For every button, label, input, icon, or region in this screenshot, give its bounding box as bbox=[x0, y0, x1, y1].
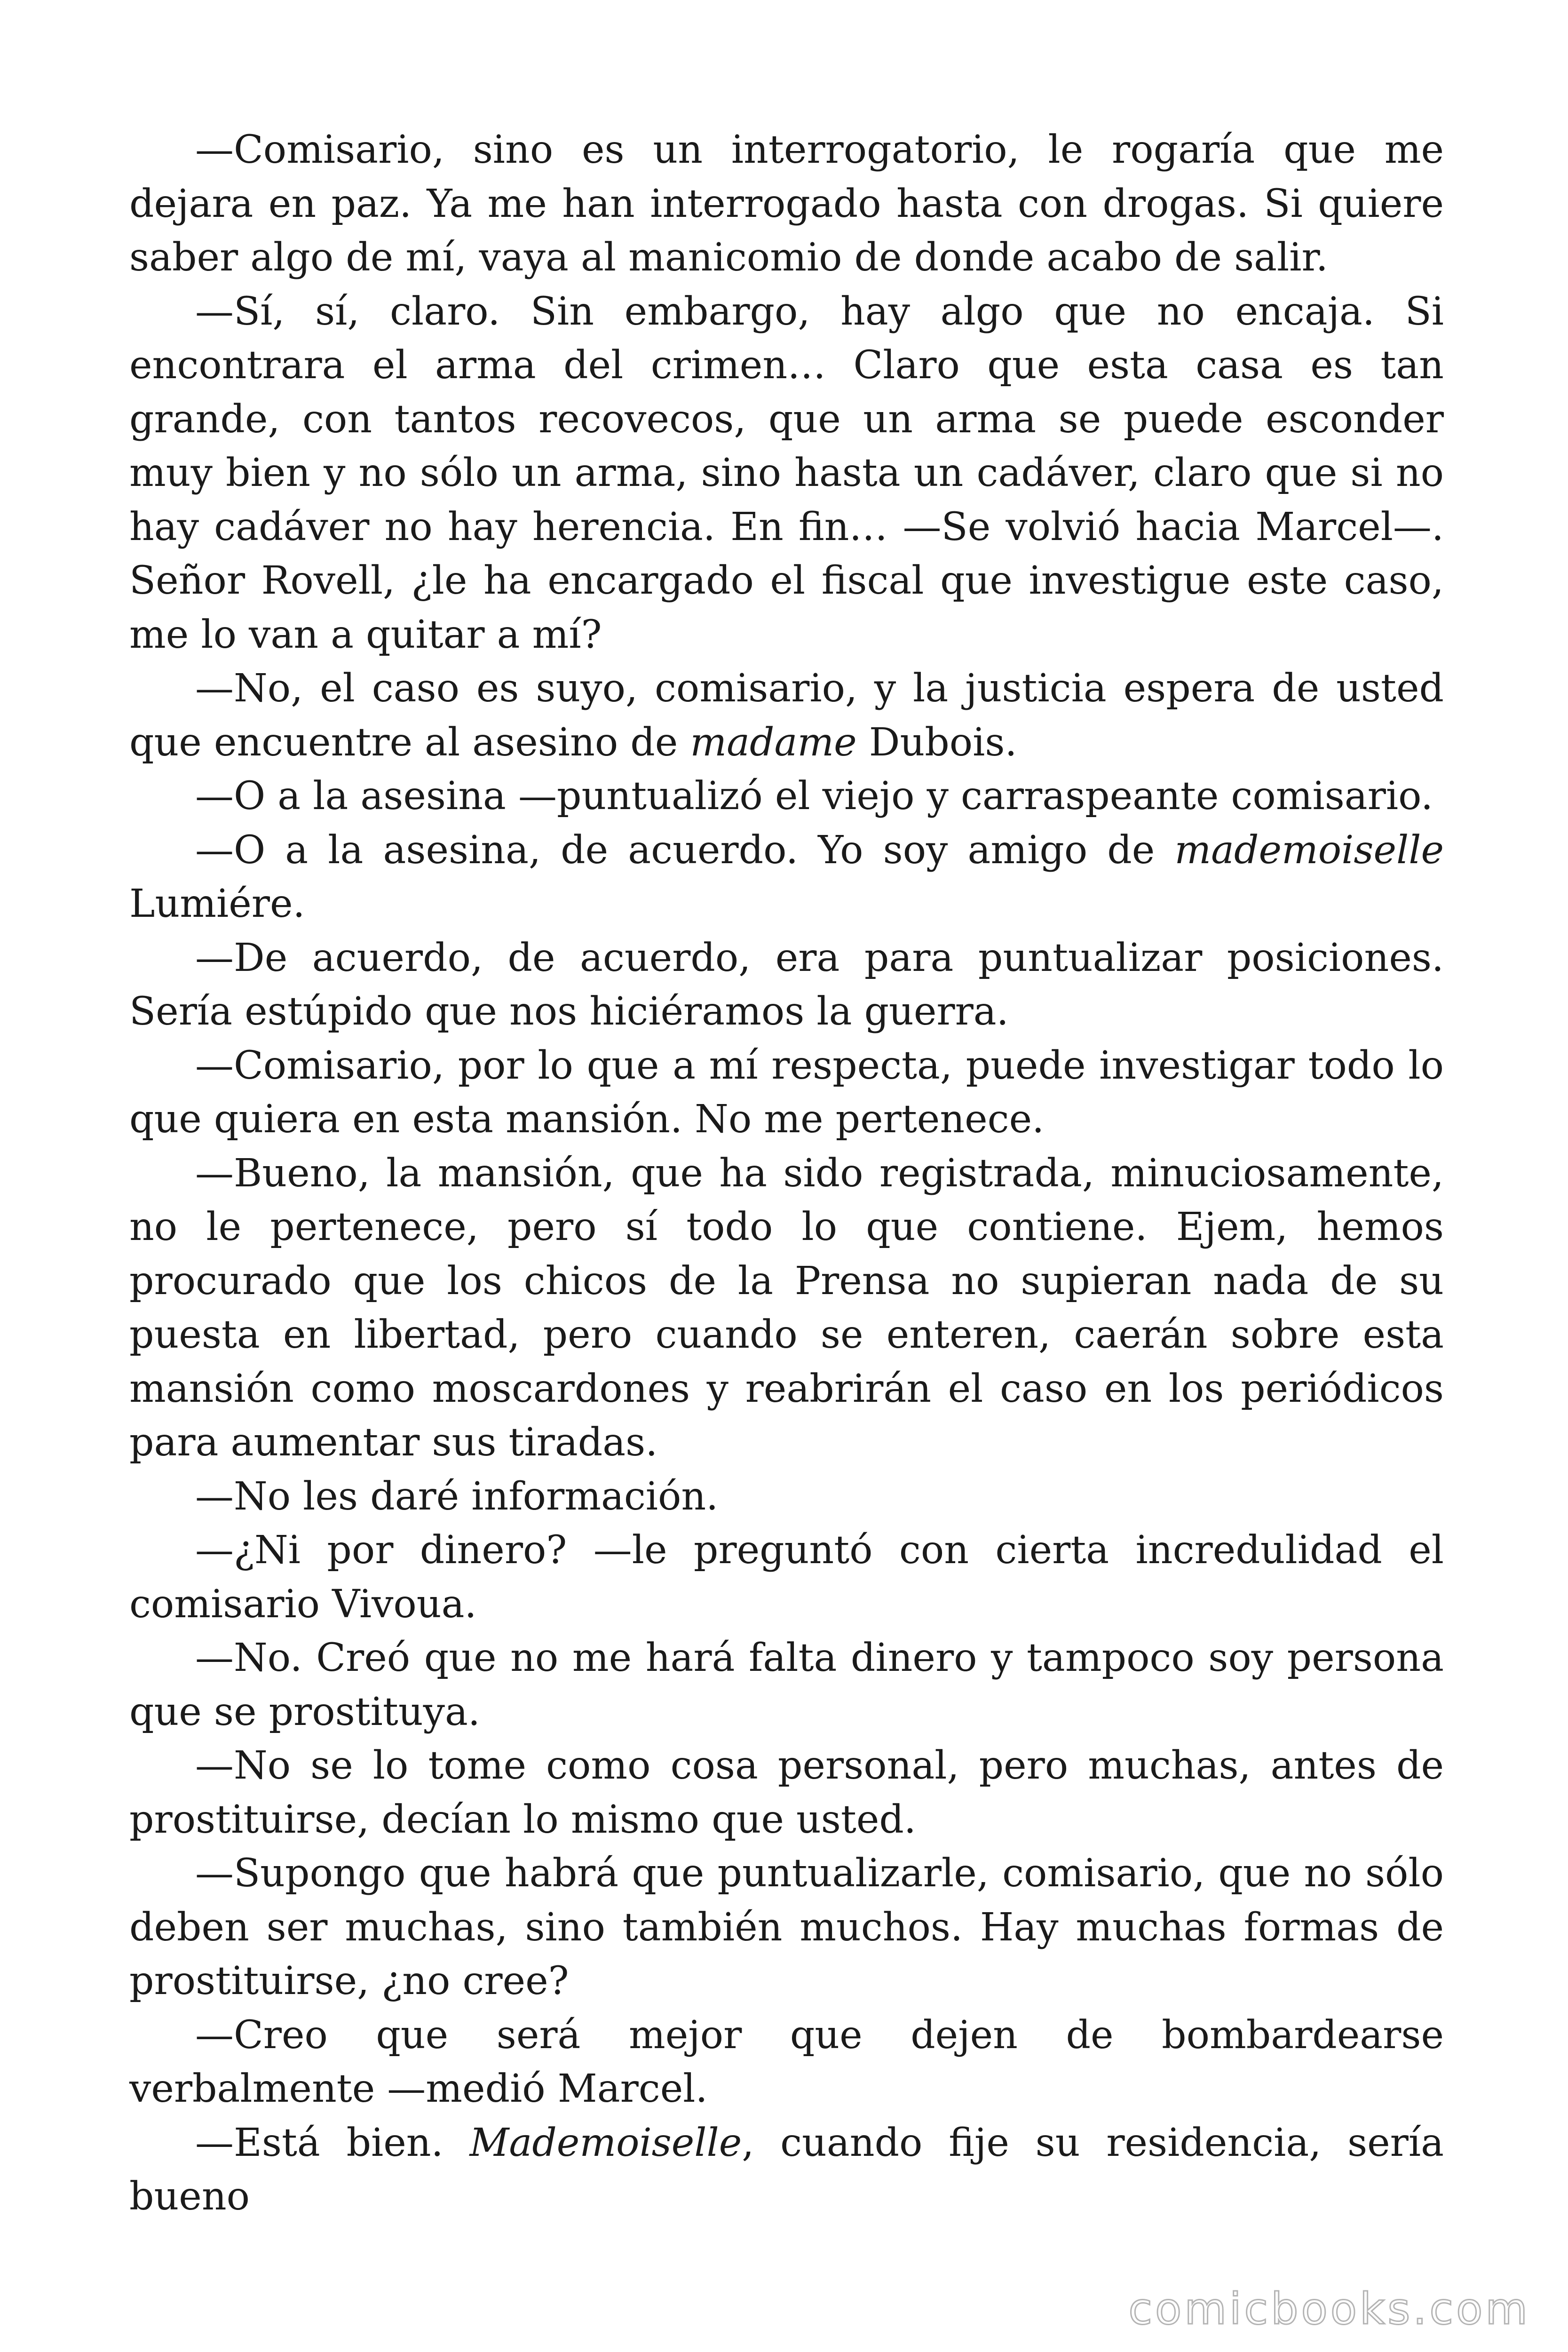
italic-text: Mademoiselle bbox=[469, 2120, 742, 2165]
paragraph bbox=[129, 1524, 1444, 1631]
text-run: —Comisario, por lo que a mí respecta, puede investigar todo lo que quiera en esta mansión. No me pertenece. bbox=[129, 1043, 1444, 1142]
paragraph bbox=[129, 1039, 1444, 1147]
paragraph bbox=[129, 285, 1444, 662]
paragraph bbox=[129, 123, 1444, 285]
text-run: —Supongo que habrá que puntualizarle, comisario, que no sólo deben ser muchas, sino también muchos. Hay muchas formas de prostituirse, ¿no cree? bbox=[129, 1851, 1444, 2003]
italic-text: mademoiselle bbox=[1174, 827, 1444, 873]
text-run: —Sí, sí, claro. Sin embargo, hay algo que no encaja. Si encontrara el arma del crimen… Claro que esta casa es tan grande, con tantos recovecos, que un arma se puede esconder muy bien y no sólo un arma, sino hasta un cadáver, claro que si no hay cadáver no hay herencia. En fin… —Se volvió hacia Marcel—. Señor Rovell, ¿le ha encargado el fiscal que investigue este caso, me lo van a quitar a mí? bbox=[129, 289, 1444, 657]
paragraph bbox=[129, 2009, 1444, 2116]
paragraph bbox=[129, 1847, 1444, 2009]
text-run: Dubois. bbox=[856, 720, 1017, 765]
paragraph bbox=[129, 1739, 1444, 1847]
text-run: —Comisario, sino es un interrogatorio, le rogaría que me dejara en paz. Ya me han interrogado hasta con drogas. Si quiere saber algo de mí, vaya al manicomio de donde acabo de salir. bbox=[129, 127, 1444, 280]
paragraph bbox=[129, 824, 1444, 931]
text-run: —No se lo tome como cosa personal, pero muchas, antes de prostituirse, decían lo mismo que usted. bbox=[129, 1743, 1444, 1842]
paragraph bbox=[129, 931, 1444, 1039]
text-run: —O a la asesina —puntualizó el viejo y carraspeante comisario. bbox=[195, 774, 1433, 818]
text-run: —O a la asesina, de acuerdo. Yo soy amigo de bbox=[195, 827, 1175, 873]
paragraph bbox=[129, 1470, 1444, 1524]
text-run: —No. Creó que no me hará falta dinero y tampoco soy persona que se prostituya. bbox=[129, 1636, 1444, 1734]
italic-text: madame bbox=[690, 720, 857, 765]
text-run: —¿Ni por dinero? —le preguntó con cierta incredulidad el comisario Vivoua. bbox=[129, 1528, 1444, 1627]
watermark: comicbooks.com bbox=[1128, 2284, 1530, 2334]
text-run: —No, el caso es suyo, comisario, y la justicia espera de usted que encuentre al asesino de bbox=[129, 666, 1444, 765]
text-run: —Bueno, la mansión, que ha sido registrada, minuciosamente, no le pertenece, pero sí todo lo que contiene. Ejem, hemos procurado que los chicos de la Prensa no supieran nada de su puesta en libertad, pero cuando se enteren, caerán sobre esta mansión como moscardones y reabrirán el caso en los periódicos para aumentar sus tiradas. bbox=[129, 1151, 1444, 1465]
paragraph bbox=[129, 1147, 1444, 1470]
text-run: Lumiére. bbox=[129, 882, 305, 926]
text-run: —Creo que será mejor que dejen de bombardearse verbalmente —medió Marcel. bbox=[129, 2012, 1444, 2111]
text-run: , cuando fije su residencia, sería bueno bbox=[129, 2120, 1444, 2219]
body-text bbox=[129, 123, 1444, 2224]
text-run: —No les daré información. bbox=[195, 1474, 719, 1519]
text-run: —Está bien. bbox=[195, 2120, 470, 2165]
paragraph bbox=[129, 1631, 1444, 1739]
text-run: —De acuerdo, de acuerdo, era para puntualizar posiciones. Sería estúpido que nos hiciéramos la guerra. bbox=[129, 935, 1444, 1034]
paragraph bbox=[129, 770, 1444, 824]
paragraph bbox=[129, 662, 1444, 770]
paragraph bbox=[129, 2116, 1444, 2224]
